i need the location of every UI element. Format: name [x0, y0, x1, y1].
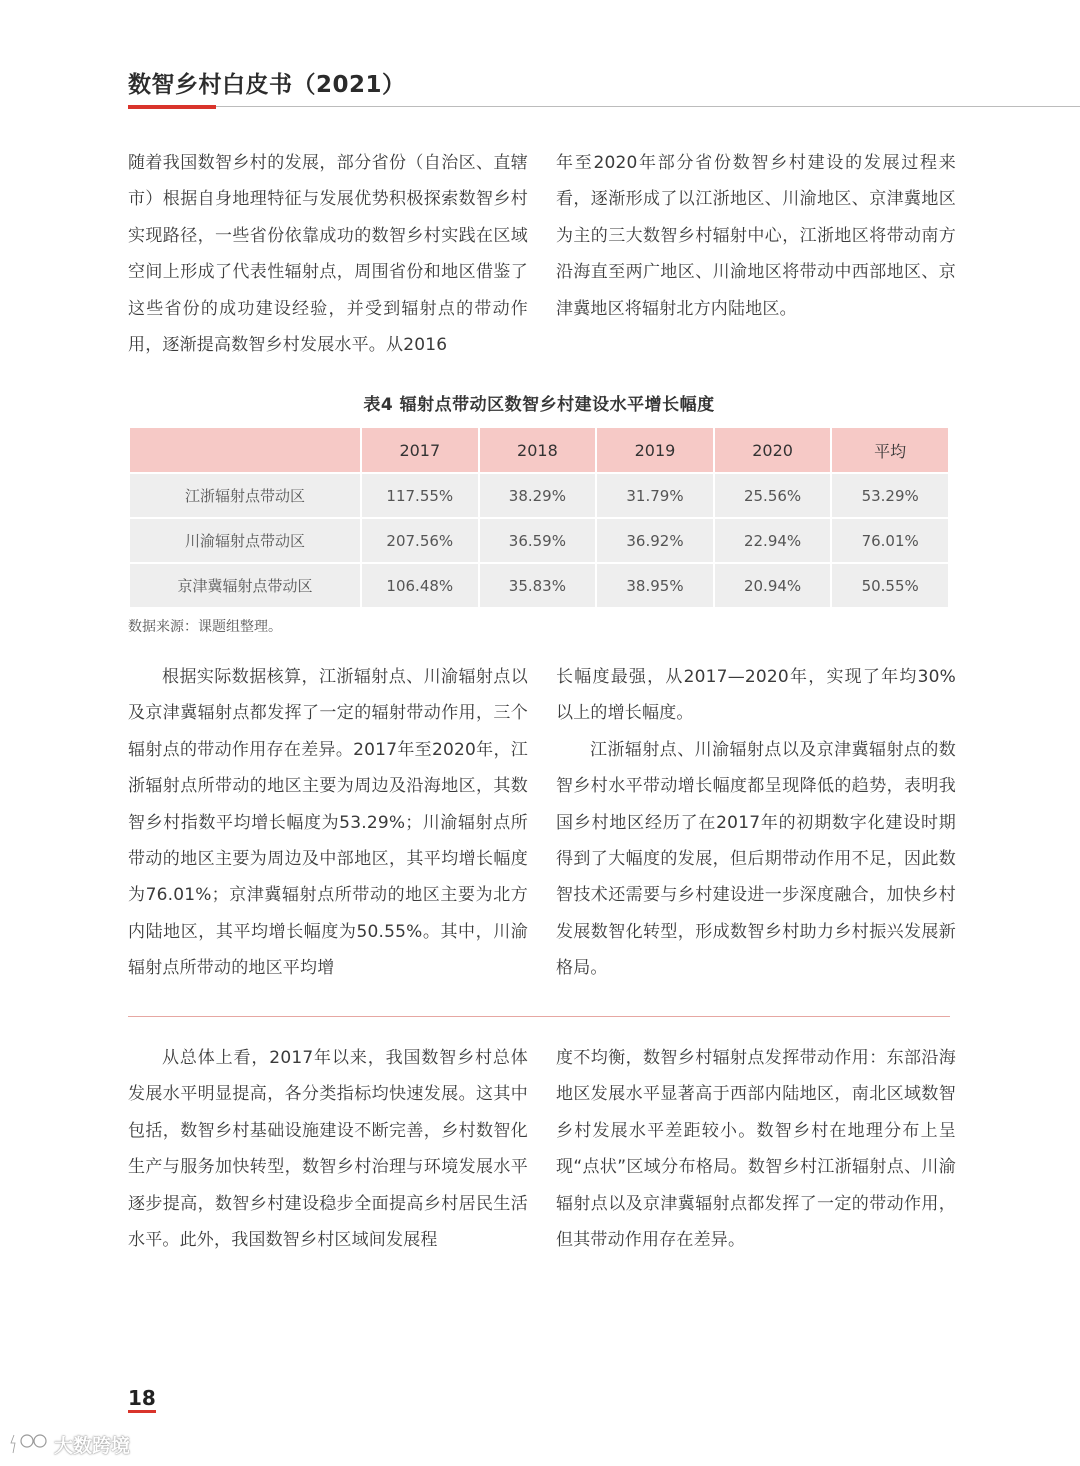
- table-header-row: [130, 428, 948, 474]
- paragraph: 从总体上看，2017年以来，我国数智乡村总体发展水平明显提高，各分类指标均快速发展。这其中包括，数智乡村基础设施建设不断完善，乡村数智化生产与服务加快转型，数智乡村治理与环境发展水平逐步提高，数智乡村建设稳步全面提高乡村居民生活水平。此外，我国数智乡村区域间发展程: [128, 1048, 528, 1251]
- row-label: 川渝辐射点带动区: [130, 519, 360, 564]
- table-cell: 31.79%: [597, 474, 713, 519]
- growth-table: [128, 428, 950, 609]
- table-header-cell: 2019: [597, 428, 713, 474]
- paragraph: 长幅度最强，从2017—2020年，实现了年均30%以上的增长幅度。: [556, 667, 956, 724]
- table-row: [130, 519, 948, 564]
- table-source-note: 数据来源：课题组整理。: [128, 619, 282, 635]
- table-cell: 106.48%: [362, 564, 478, 609]
- watermark: [8, 1430, 130, 1458]
- table-caption: 表4 辐射点带动区数智乡村建设水平增长幅度: [363, 395, 715, 415]
- page-header-title: 数智乡村白皮书（2021）: [128, 72, 406, 98]
- table-header-cell: 2020: [715, 428, 831, 474]
- section1-right-column: [556, 145, 956, 327]
- table-cell: 53.29%: [832, 474, 948, 519]
- header-accent-bar: [128, 105, 216, 109]
- table-cell: 20.94%: [715, 564, 831, 609]
- page-number-underline: [128, 1410, 156, 1413]
- table-cell: 25.56%: [715, 474, 831, 519]
- table-cell: 38.95%: [597, 564, 713, 609]
- page-number: 18: [128, 1386, 156, 1410]
- table-header-cell: 2017: [362, 428, 478, 474]
- table-header-cell: [130, 428, 360, 474]
- table-cell: 36.92%: [597, 519, 713, 564]
- paragraph: 江浙辐射点、川渝辐射点以及京津冀辐射点的数智乡村水平带动增长幅度都呈现降低的趋势，表明我国乡村地区经历了在2017年的初期数字化建设时期得到了大幅度的发展，但后期带动作用不足，因此数智技术还需要与乡村建设进一步深度融合，加快乡村发展数智化转型，形成数智乡村助力乡村振兴发展新格局。: [556, 739, 956, 979]
- paragraph: 根据实际数据核算，江浙辐射点、川渝辐射点以及京津冀辐射点都发挥了一定的辐射带动作用，三个辐射点的带动作用存在差异。2017年至2020年，江浙辐射点所带动的地区主要为周边及沿海地区，其数智乡村指数平均增长幅度为53.29%；川渝辐射点所带动的地区主要为周边及中部地区，其平均增长幅度为76.01%；京津冀辐射点所带动的地区主要为北方内陆地区，其平均增长幅度为50.55%。其中，川渝辐射点所带动的地区平均增: [128, 667, 528, 979]
- section3-right-column: [556, 1040, 956, 1258]
- table-cell: 38.29%: [480, 474, 596, 519]
- paragraph: 年至2020年部分省份数智乡村建设的发展过程来看，逐渐形成了以江浙地区、川渝地区、京津冀地区为主的三大数智乡村辐射中心，江浙地区将带动南方沿海直至两广地区、川渝地区将带动中西部地区、京津冀地区将辐射北方内陆地区。: [556, 153, 956, 319]
- table-cell: 35.83%: [480, 564, 596, 609]
- table-row: [130, 564, 948, 609]
- table-header-cell: 平均: [832, 428, 948, 474]
- header-rule: [216, 106, 1080, 107]
- section1-left-column: [128, 145, 528, 363]
- table-header-cell: 2018: [480, 428, 596, 474]
- watermark-logo-icon: [8, 1431, 50, 1457]
- table-row: [130, 474, 948, 519]
- table-cell: 50.55%: [832, 564, 948, 609]
- table-cell: 76.01%: [832, 519, 948, 564]
- paragraph: 随着我国数智乡村的发展，部分省份（自治区、直辖市）根据自身地理特征与发展优势积极探索数智乡村实现路径，一些省份依靠成功的数智乡村实践在区域空间上形成了代表性辐射点，周围省份和地区借鉴了这些省份的成功建设经验，并受到辐射点的带动作用，逐渐提高数智乡村发展水平。从2016: [128, 153, 528, 356]
- paragraph: 度不均衡，数智乡村辐射点发挥带动作用：东部沿海地区发展水平显著高于西部内陆地区，南北区域数智乡村发展水平差距较小。数智乡村在地理分布上呈现“点状”区域分布格局。数智乡村江浙辐射点、川渝辐射点以及京津冀辐射点都发挥了一定的带动作用，但其带动作用存在差异。: [556, 1048, 956, 1251]
- section-divider: [128, 1016, 950, 1017]
- table-cell: 207.56%: [362, 519, 478, 564]
- section3-left-column: [128, 1040, 528, 1258]
- section2-left-column: [128, 659, 528, 987]
- row-label: 江浙辐射点带动区: [130, 474, 360, 519]
- row-label: 京津冀辐射点带动区: [130, 564, 360, 609]
- watermark-text: 大数跨境: [54, 1434, 131, 1457]
- section2-right-column: [556, 659, 956, 987]
- table-cell: 117.55%: [362, 474, 478, 519]
- table-cell: 22.94%: [715, 519, 831, 564]
- table-cell: 36.59%: [480, 519, 596, 564]
